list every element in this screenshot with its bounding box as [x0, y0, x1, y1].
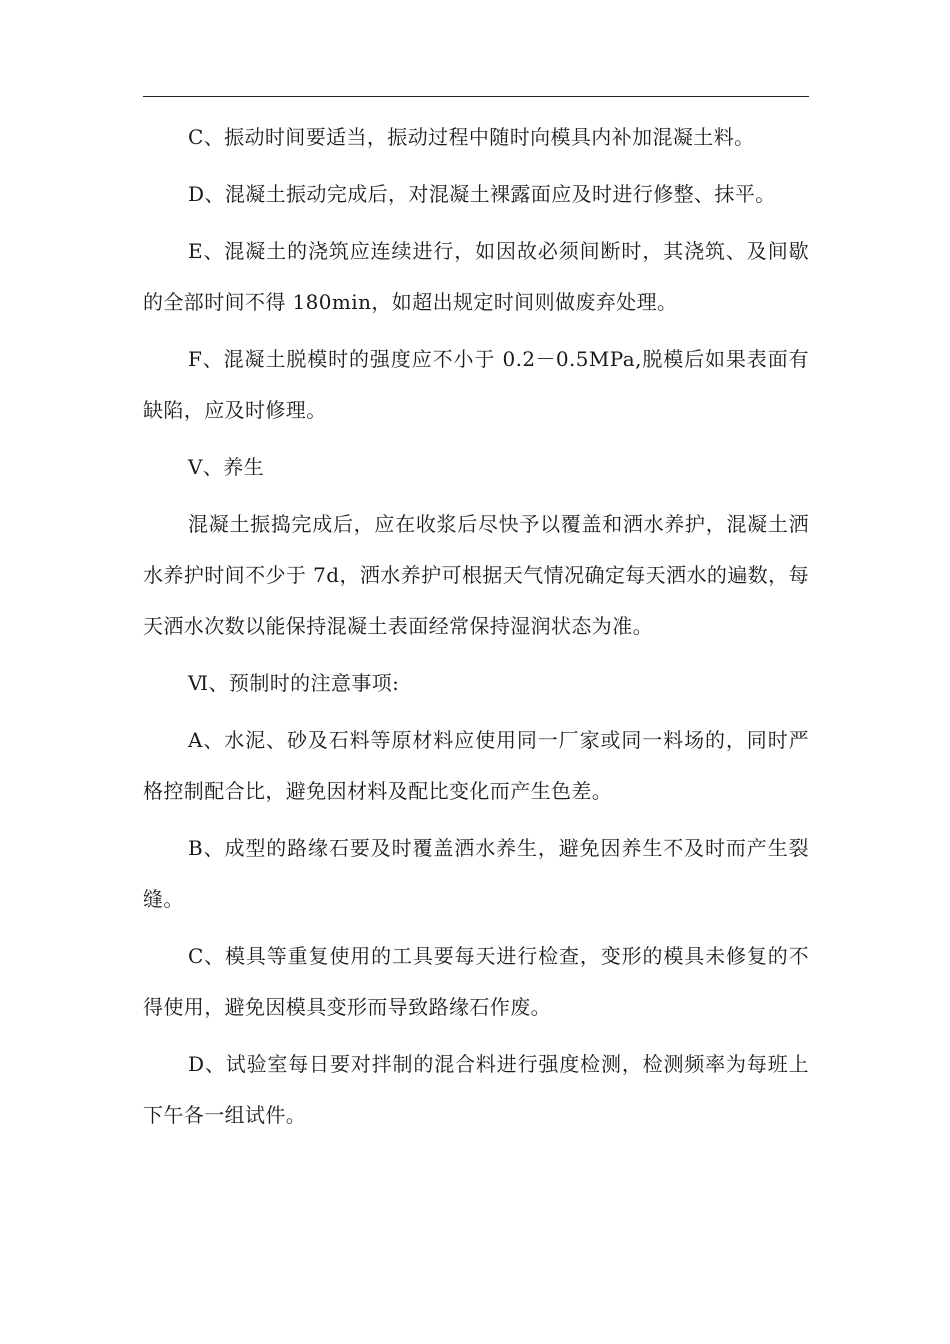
- section-heading-curing: Ⅴ、养生: [188, 455, 265, 479]
- header-rule: [143, 96, 809, 97]
- paragraph-d-strength-testing: D、试验室每日要对拌制的混合料进行强度检测，检测频率为每班上下午各一组试件。: [143, 1052, 809, 1127]
- paragraph-b-cover-and-water: B、成型的路缘石要及时覆盖洒水养生，避免因养生不及时而产生裂缝。: [143, 836, 809, 911]
- paragraph-e-continuous-pour: E、混凝土的浇筑应连续进行，如因故必须间断时，其浇筑、及间歇的全部时间不得 180min，如超出规定时间则做废弃处理。: [143, 239, 809, 314]
- paragraph-c-mould-inspection: C、模具等重复使用的工具要每天进行检查，变形的模具未修复的不得使用，避免因模具变形而导致路缘石作废。: [143, 944, 809, 1019]
- section-heading-precast-notes: Ⅵ、预制时的注意事项:: [188, 671, 400, 695]
- paragraph-d-surface-finish: D、混凝土振动完成后，对混凝土裸露面应及时进行修整、抹平。: [188, 182, 776, 206]
- paragraph-a-raw-materials: A、水泥、砂及石料等原材料应使用同一厂家或同一料场的，同时严格控制配合比，避免因材料及配比变化而产生色差。: [143, 728, 809, 803]
- paragraph-curing: 混凝土振捣完成后，应在收浆后尽快予以覆盖和洒水养护，混凝土洒水养护时间不少于 7d，洒水养护可根据天气情况确定每天洒水的遍数，每天洒水次数以能保持混凝土表面经常保持湿润状态为准。: [143, 512, 809, 638]
- paragraph-c-vibration-time: C、振动时间要适当，振动过程中随时向模具内补加混凝土料。: [188, 125, 755, 149]
- paragraph-f-demould-strength: F、混凝土脱模时的强度应不小于 0.2－0.5MPa,脱模后如果表面有缺陷，应及时修理。: [143, 347, 809, 422]
- document-body: [143, 112, 809, 1147]
